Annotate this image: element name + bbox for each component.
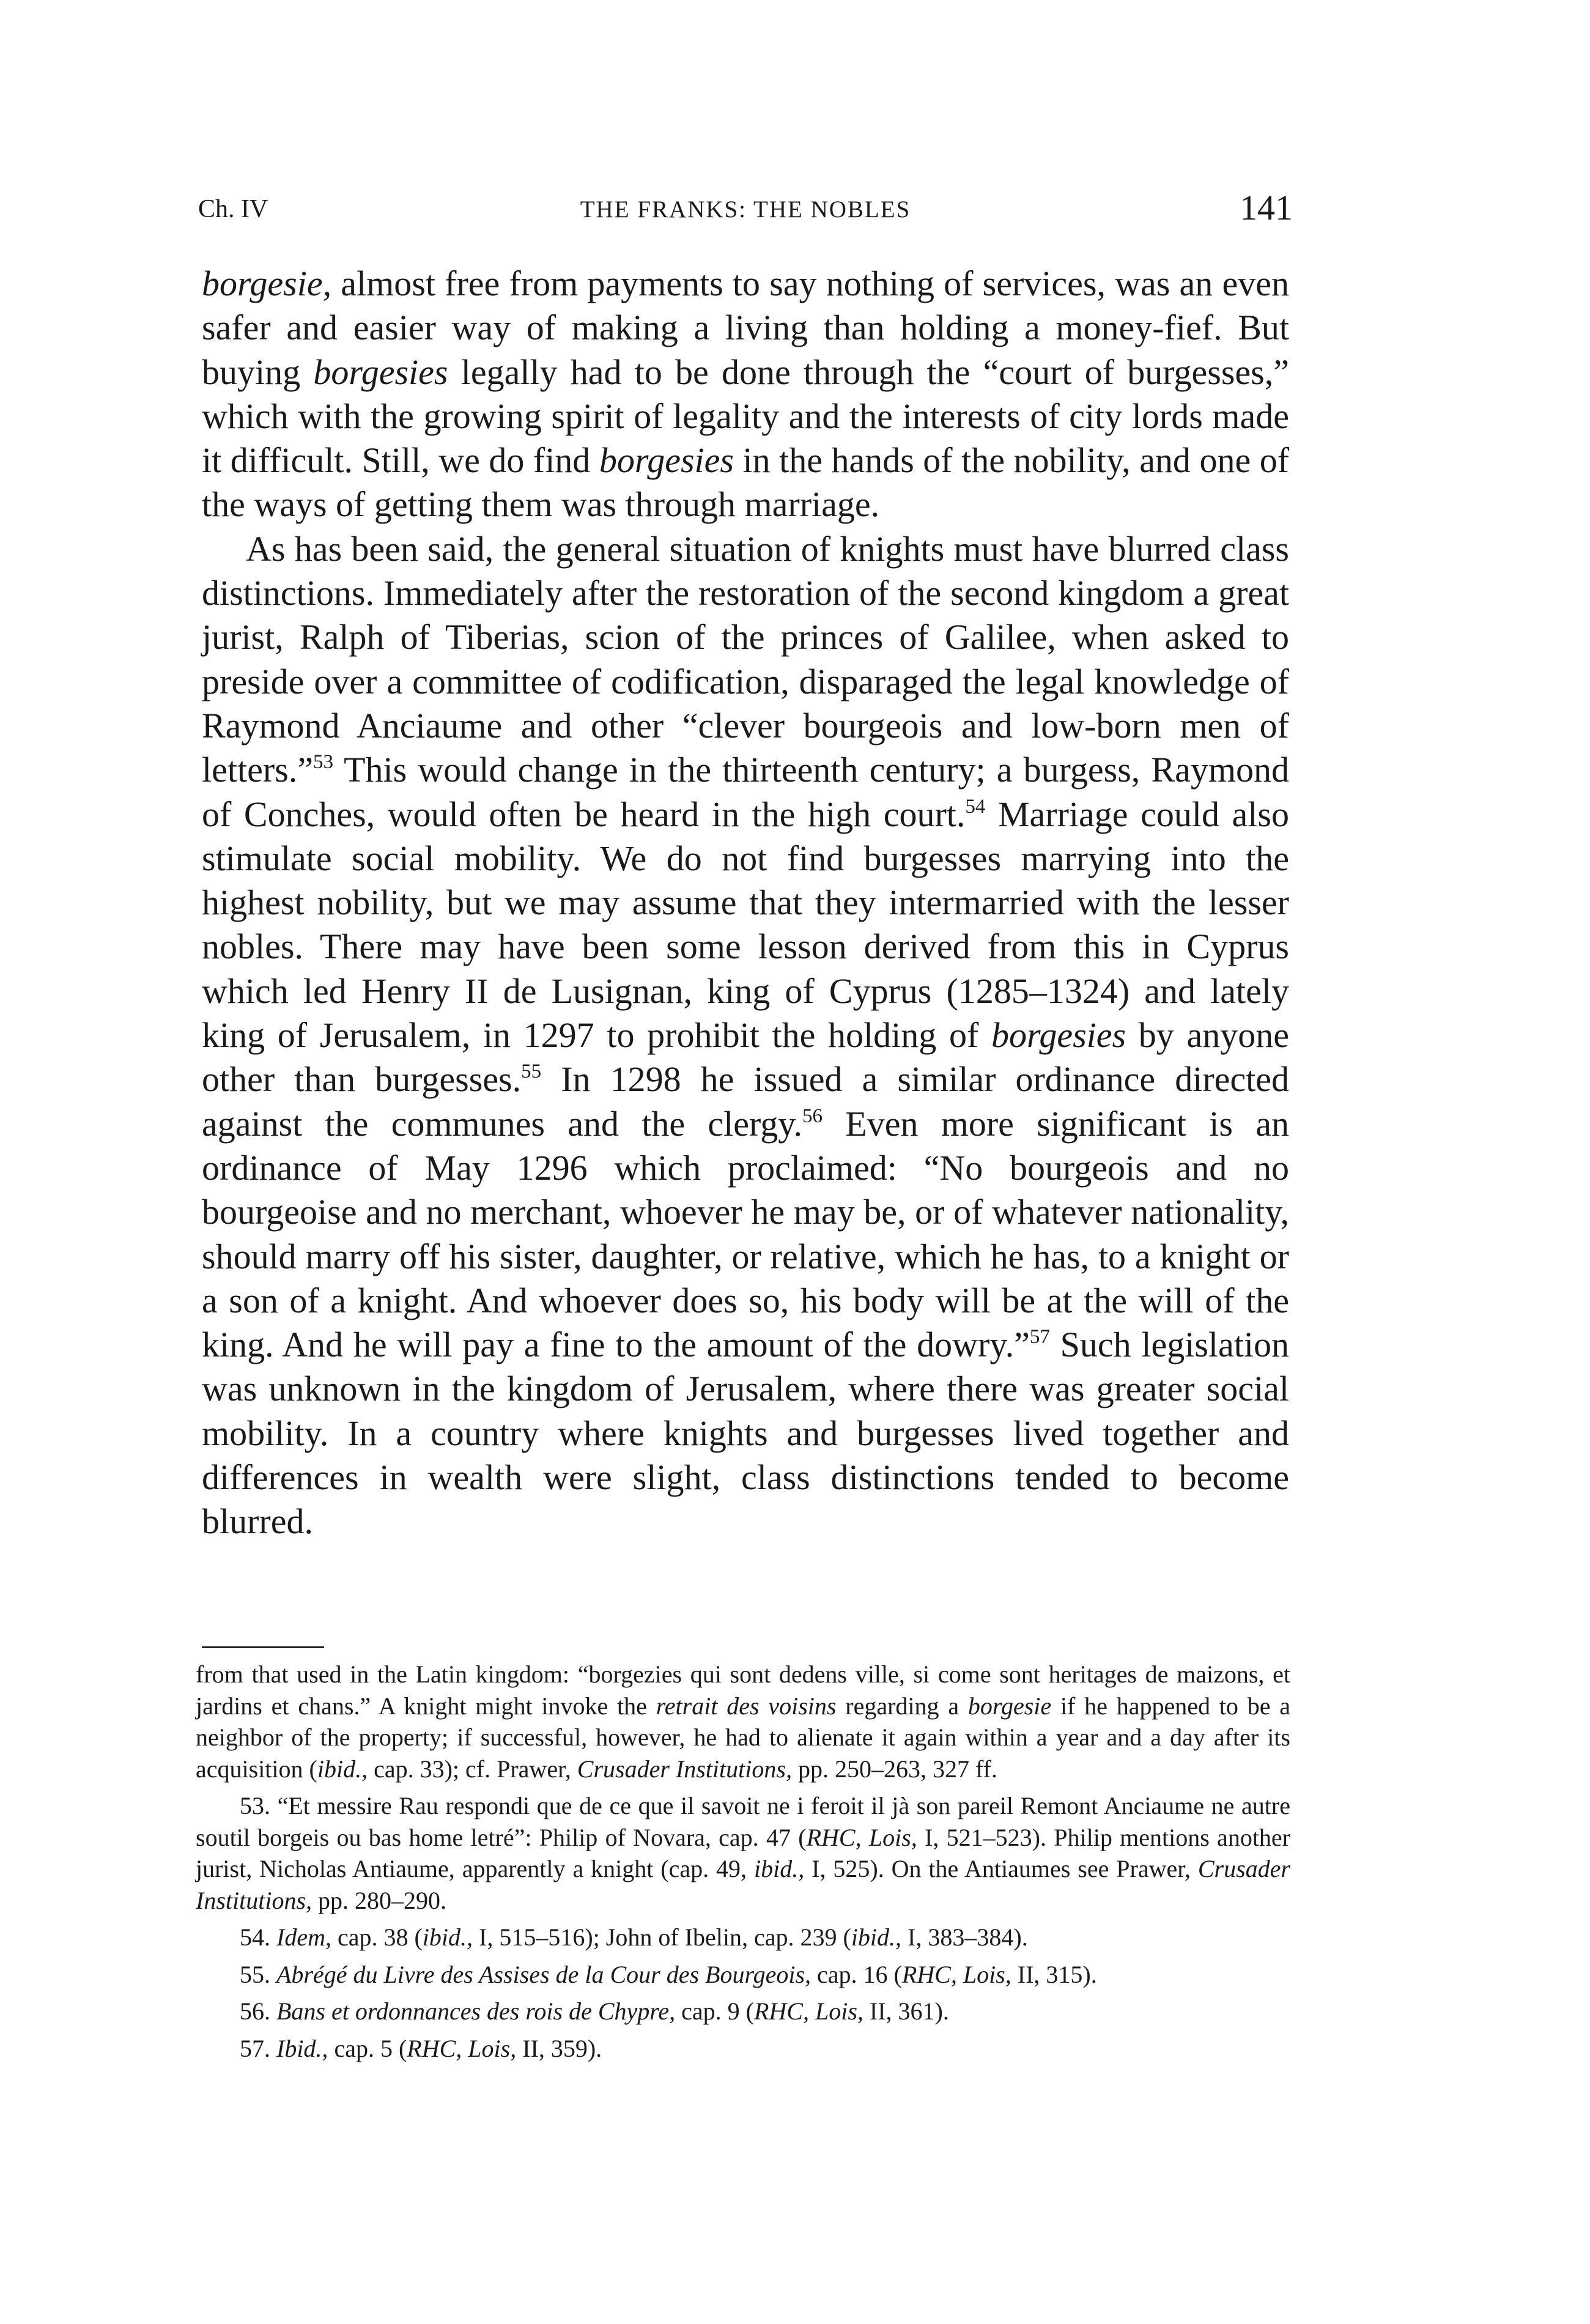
footnote-ref-54: 54	[965, 795, 986, 818]
paragraph-1: borgesie, almost free from payments to say nothing of services, was an even safer and easier way of making a living than holding a money-fief. But buying borgesies legally had to be done through the “court of burgesses,” which with the growing spirit of legality and the interests of city lords made it difficult. Still, we do find borgesies in the hands of the nobility, and one of the ways of getting them was through marriage.	[202, 264, 1290, 525]
footnote-ref-53: 53	[312, 751, 333, 774]
main-text	[202, 262, 1289, 1544]
chapter-label: Ch. IV	[198, 195, 268, 223]
footnote-56: 56. Bans et ordonnances des rois de Chypre, cap. 9 (RHC, Lois, II, 361).	[240, 1997, 949, 2025]
paragraph-2: As has been said, the general situation of knights must have blurred class distinctions. Immediately after the restoration of the second kingdom a great jurist, Ralph of Tiberias, scion of the princes of Galilee, when asked to preside over a committee of codification, disparaged the legal knowledge of Raymond Anciaume and other “clever bourgeois and low-born men of letters.”$^{53}$ This would change in the thirteenth century; a burgess, Raymond of Conches, would often be heard in the high court.$^{54}$ Marriage could also stimulate social mobility. We do not find burgesses marrying into the highest nobility, but we may assume that they intermarried with the lesser nobles. There may have been some lesson derived from this in Cyprus which led Henry II de Lusignan, king of Cyprus (1285–1324) and lately king of Jerusalem, in 1297 to prohibit the holding of borgesies by anyone other than burgesses.$^{55}$ In 1298 he issued a similar ordinance directed against the communes and the clergy.$^{56}$ Even more significant is an ordinance of May 1296 which proclaimed: “No bourgeois and no bourgeoise and no merchant, whoever he may be, or of whatever nationality, should marry off his sister, daughter, or relative, which he has, to a knight or a son of a knight. And whoever does so, his body will be at the will of the king. And he will pay a fine to the amount of the dowry.”$^{57}$ Such legislation was unknown in the kingdom of Jerusalem, where there was greater social mobility. In a country where knights and burgesses lived together and differences in wealth were slight, class distinctions tended to become blurred.	[202, 528, 1289, 1542]
footnote-ref-56: 56	[802, 1105, 823, 1127]
footnote-55: 55. Abrégé du Livre des Assises de la Cour des Bourgeois, cap. 16 (RHC, Lois, II, 315).	[240, 1960, 1097, 1988]
footnote-ref-55: 55	[521, 1060, 542, 1083]
footnote-54: 54. Idem, cap. 38 (ibid., I, 515–516); John of Ibelin, cap. 239 (ibid., I, 383–384).	[240, 1923, 1028, 1951]
running-title: THE FRANKS: THE NOBLES	[580, 196, 911, 223]
running-header	[198, 187, 1293, 236]
page-number: 141	[1240, 188, 1293, 228]
footnote-divider	[202, 1646, 324, 1648]
footnote-57: 57. Ibid., cap. 5 (RHC, Lois, II, 359).	[240, 2034, 602, 2062]
footnote-53: 53. “Et messire Rau respondi que de ce que il savoit ne i feroit il jà son pareil Remont Anciaume ne autre soutil borgeis ou bas home letré”: Philip of Novara, cap. 47 (RHC, Lois, I, 521–523). Philip mentions another jurist, Nicholas Antiaume, apparently a knight (cap. 49, ibid., I, 525). On the Antiaumes see Prawer, Crusader Institutions, pp. 280–290.	[196, 1792, 1291, 1914]
footnote-continuation: from that used in the Latin kingdom: “borgezies qui sont dedens ville, si come sont heritages de maizons, et jardins et chans.” A knight might invoke the retrait des voisins regarding a borgesie if he happened to be a neighbor of the property; if successful, however, he had to alienate it again within a year and a day after its acquisition (ibid., cap. 33); cf. Prawer, Crusader Institutions, pp. 250–263, 327 ff.	[196, 1660, 1290, 1783]
footnote-ref-57: 57	[1029, 1326, 1050, 1349]
footnotes	[196, 1659, 1290, 2070]
